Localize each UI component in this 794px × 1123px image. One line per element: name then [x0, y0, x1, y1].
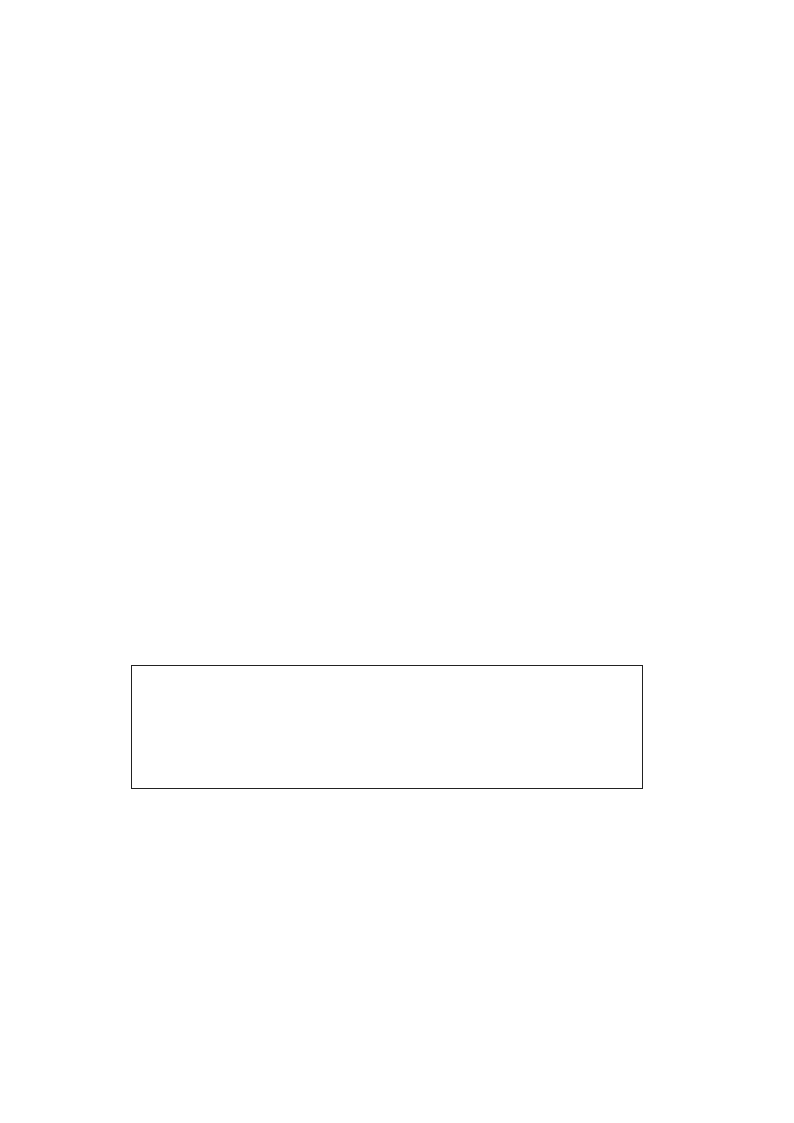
chart-svg	[132, 666, 642, 788]
chart-frame	[131, 665, 643, 789]
railway-time-chart	[129, 647, 644, 789]
